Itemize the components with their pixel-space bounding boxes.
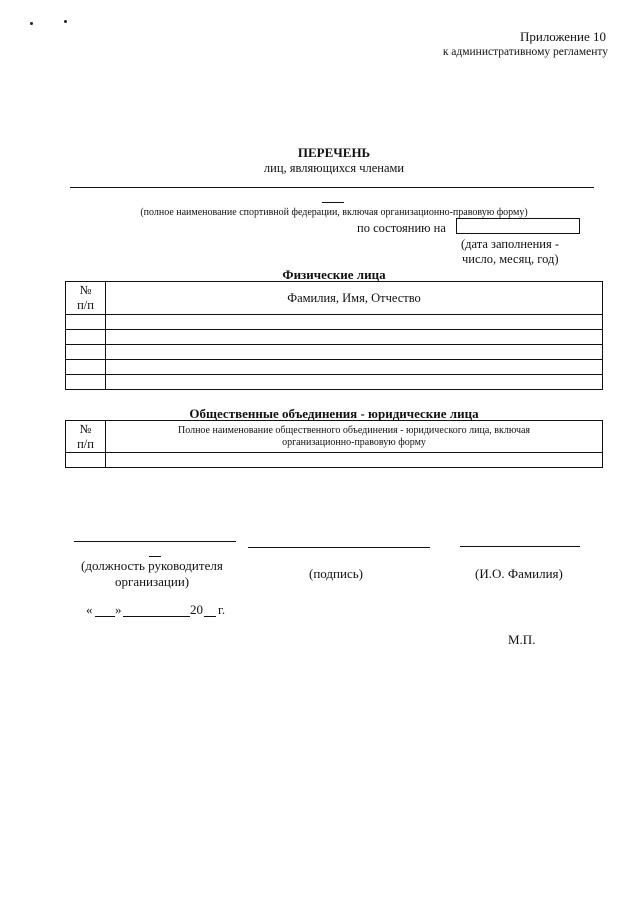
as-of-date-field[interactable]: [456, 218, 580, 234]
signature-caption: (подпись): [309, 566, 363, 581]
row-name-cell[interactable]: [106, 360, 603, 375]
short-line-mark: [149, 556, 161, 557]
column-header-number: № п/п: [66, 421, 106, 453]
signature-line[interactable]: [248, 547, 430, 548]
year-field[interactable]: [204, 616, 216, 617]
position-line[interactable]: [74, 541, 236, 542]
date-caption-line2: число, месяц, год): [462, 252, 559, 266]
document-subtitle: лиц, являющихся членами: [263, 161, 405, 175]
row-name-cell[interactable]: [106, 330, 603, 345]
organizations-table: [65, 420, 603, 468]
full-name-line[interactable]: [460, 546, 580, 547]
scan-speck: [30, 22, 33, 25]
row-name-cell[interactable]: [106, 453, 603, 468]
position-caption-line1: (должность руководителя: [81, 558, 223, 573]
table-row: [66, 345, 603, 360]
date-close-quote: »: [115, 602, 122, 617]
stamp-place: М.П.: [508, 632, 536, 647]
column-header-organization-name: Полное наименование общественного объединения - юридического лица, включая организационно-правовую форму: [106, 421, 603, 453]
table-row: [66, 330, 603, 345]
row-name-cell[interactable]: [106, 345, 603, 360]
month-field[interactable]: [123, 616, 190, 617]
day-field[interactable]: [95, 616, 115, 617]
row-name-cell[interactable]: [106, 375, 603, 390]
year-prefix: 20: [190, 602, 203, 617]
scan-speck: [64, 20, 67, 23]
table-row: [66, 315, 603, 330]
row-number-cell[interactable]: [66, 315, 106, 330]
appendix-number: Приложение 10: [519, 29, 606, 44]
date-caption-line1: (дата заполнения -: [461, 237, 560, 251]
year-suffix: г.: [218, 602, 226, 617]
row-number-cell[interactable]: [66, 345, 106, 360]
row-number-cell[interactable]: [66, 360, 106, 375]
federation-caption: (полное наименование спортивной федерации, включая организационно-правовую форму): [140, 207, 528, 218]
regulation-reference: к административному регламенту: [442, 46, 608, 58]
organizations-section-title: Общественные объединения - юридические лица: [189, 406, 479, 421]
position-caption-line2: организации): [115, 574, 190, 589]
row-number-cell[interactable]: [66, 453, 106, 468]
document-title: ПЕРЕЧЕНЬ: [297, 145, 371, 160]
full-name-caption: (И.О. Фамилия): [475, 566, 563, 581]
short-line-mark: [322, 202, 344, 203]
table-row: [66, 375, 603, 390]
column-header-number: № п/п: [66, 282, 106, 315]
row-number-cell[interactable]: [66, 375, 106, 390]
row-name-cell[interactable]: [106, 315, 603, 330]
row-number-cell[interactable]: [66, 330, 106, 345]
as-of-label: по состоянию на: [357, 221, 446, 235]
date-open-quote: «: [86, 602, 93, 617]
individuals-section-title: Физические лица: [282, 267, 386, 282]
table-row: [66, 360, 603, 375]
column-header-full-name: Фамилия, Имя, Отчество: [106, 282, 603, 315]
federation-name-line[interactable]: [70, 187, 594, 188]
table-row: [66, 453, 603, 468]
individuals-table: [65, 281, 603, 390]
